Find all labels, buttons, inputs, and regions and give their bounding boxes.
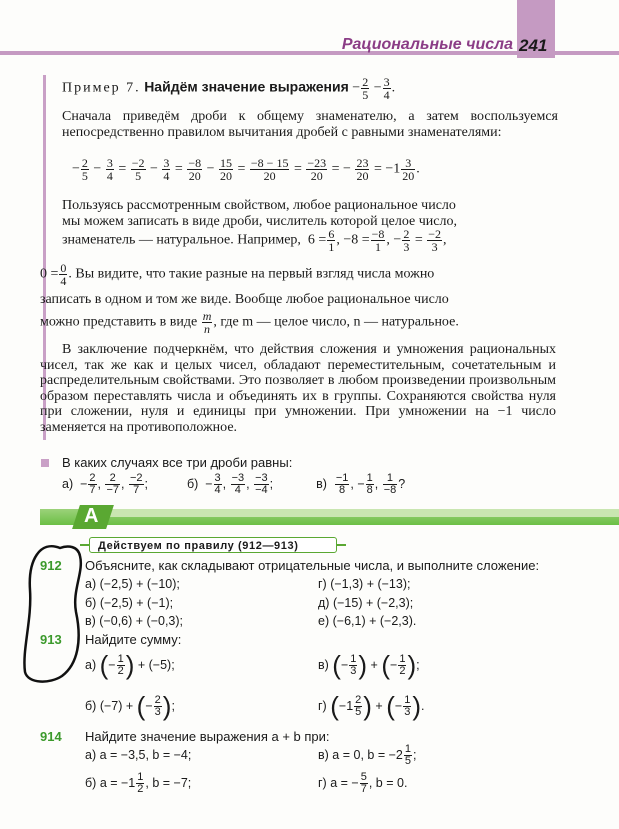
paragraph-3: В заключение подчеркнём, что действия сложения и умножения рациональных чисел, так же как и целых чисел, обладают переместительным, сочетательным и распределительным свойствами. Это позволяет в любом произведении произвольным образом переставлять числа и объединять их в группы. Сохраняются свойства нуля при сложении, нуля и единицы при умножении. При умножении на −1 число заменяется на противоположное. [40, 342, 556, 435]
ex912-item-e: е) (−6,1) + (−2,3). [318, 614, 417, 628]
exercise-913-number: 913 [40, 632, 62, 647]
question-items: а) − $\frac{2}{7}$ , $\frac{2}{-7}$ , $\frac{-2}{7}$ ; б) − $\frac{3}{4}$ , $\frac{-3}{4}$ , $\frac{-3}{-4}$ ; в) $\frac{-1}{8}$ , − $\frac{1}{8}$ , $\frac{1}{-8}$ ? [62, 472, 406, 496]
paragraph-2-line6: можно представить в виде $\frac{m}{n}$ , где m — целое число, n — натуральное. [40, 309, 459, 336]
ex912-item-a: а) (−2,5) + (−10); [85, 577, 180, 591]
example-intro: Найдём значение выражения [144, 78, 349, 95]
exercise-914-task: Найдите значение выражения a + b при: [85, 729, 330, 744]
ex914-item-a: а) a = −3,5, b = −4; [85, 748, 192, 762]
ex913-item-b: б) (−7) + (− $\frac{2}{3}$ ); [85, 691, 175, 721]
paragraph-2-line4: 0 = $\frac{0}{4}$ . Вы видите, что такие разные на первый взгляд числа можно [40, 261, 435, 288]
exercise-912-number: 912 [40, 558, 62, 573]
paragraph-1: Сначала приведём дроби к общему знаменателю, а затем воспользуемся непосредственно правилом вычитания дробей с равными знаменателями: [62, 109, 558, 140]
ex913-item-v: в) (− $\frac{1}{3}$ ) + (− $\frac{1}{2}$ ); [318, 650, 420, 680]
paragraph-2-line5: записать в одном и том же виде. Вообще любое рациональное число [40, 292, 449, 307]
calculation-line: − $\frac{2}{5}$ − $\frac{3}{4}$ = $\frac{-2}{5}$ − $\frac{3}{4}$ = $\frac{-8}{20}$ − $\frac{15}{20}$ = $\frac{-8 - 15}{20}$ = $\frac{-23}{20}$ = − $\frac{23}{20}$ = −1 $\frac{3}{20}$ . [72, 156, 420, 183]
rule-heading: Действуем по правилу (912—913) [89, 537, 337, 553]
chapter-title: Рациональные числа [341, 36, 513, 53]
paragraph-2-line1: Пользуясь рассмотренным свойством, любое рациональное число [62, 198, 456, 213]
ex913-item-a: а) (− $\frac{1}{2}$ ) + (−5); [85, 650, 175, 680]
paragraph-2-line3: знаменатель — натуральное. Например, 6 = $\frac{6}{1}$ , −8 = $\frac{-8}{1}$ , − $\frac{2}{3}$ = $\frac{-2}{3}$ , [62, 227, 447, 254]
exercise-914-number: 914 [40, 729, 62, 744]
ex912-item-g: г) (−1,3) + (−13); [318, 577, 411, 591]
exercise-912-task: Объясните, как складывают отрицательные числа, и выполните сложение: [85, 558, 540, 573]
page-number: 241 [519, 36, 548, 55]
ex913-item-g: г) (−1 $\frac{2}{5}$ ) + (− $\frac{1}{3}$ ). [318, 691, 425, 721]
ex912-item-b: б) (−2,5) + (−1); [85, 596, 174, 610]
question-text: В каких случаях все три дроби равны: [62, 455, 293, 470]
paragraph-2-line2: мы можем записать в виде дроби, числитель которой целое число, [62, 214, 457, 229]
ex914-item-g: г) a = − $\frac{5}{7}$ , b = 0. [318, 771, 408, 795]
example-heading: Пример 7. Найдём значение выражения − $\frac{2}{5}$ − $\frac{3}{4}$ . [62, 75, 396, 102]
section-letter: А [84, 505, 99, 527]
example-label: Пример 7. [62, 80, 141, 96]
exercise-913-task: Найдите сумму: [85, 632, 182, 647]
ex914-item-b: б) a = −1 $\frac{1}{2}$ , b = −7; [85, 771, 192, 795]
ex912-item-d: д) (−15) + (−2,3); [318, 596, 414, 610]
ex914-item-v: в) a = 0, b = −2 $\frac{1}{5}$ ; [318, 743, 417, 767]
ex912-item-v: в) (−0,6) + (−0,3); [85, 614, 184, 628]
